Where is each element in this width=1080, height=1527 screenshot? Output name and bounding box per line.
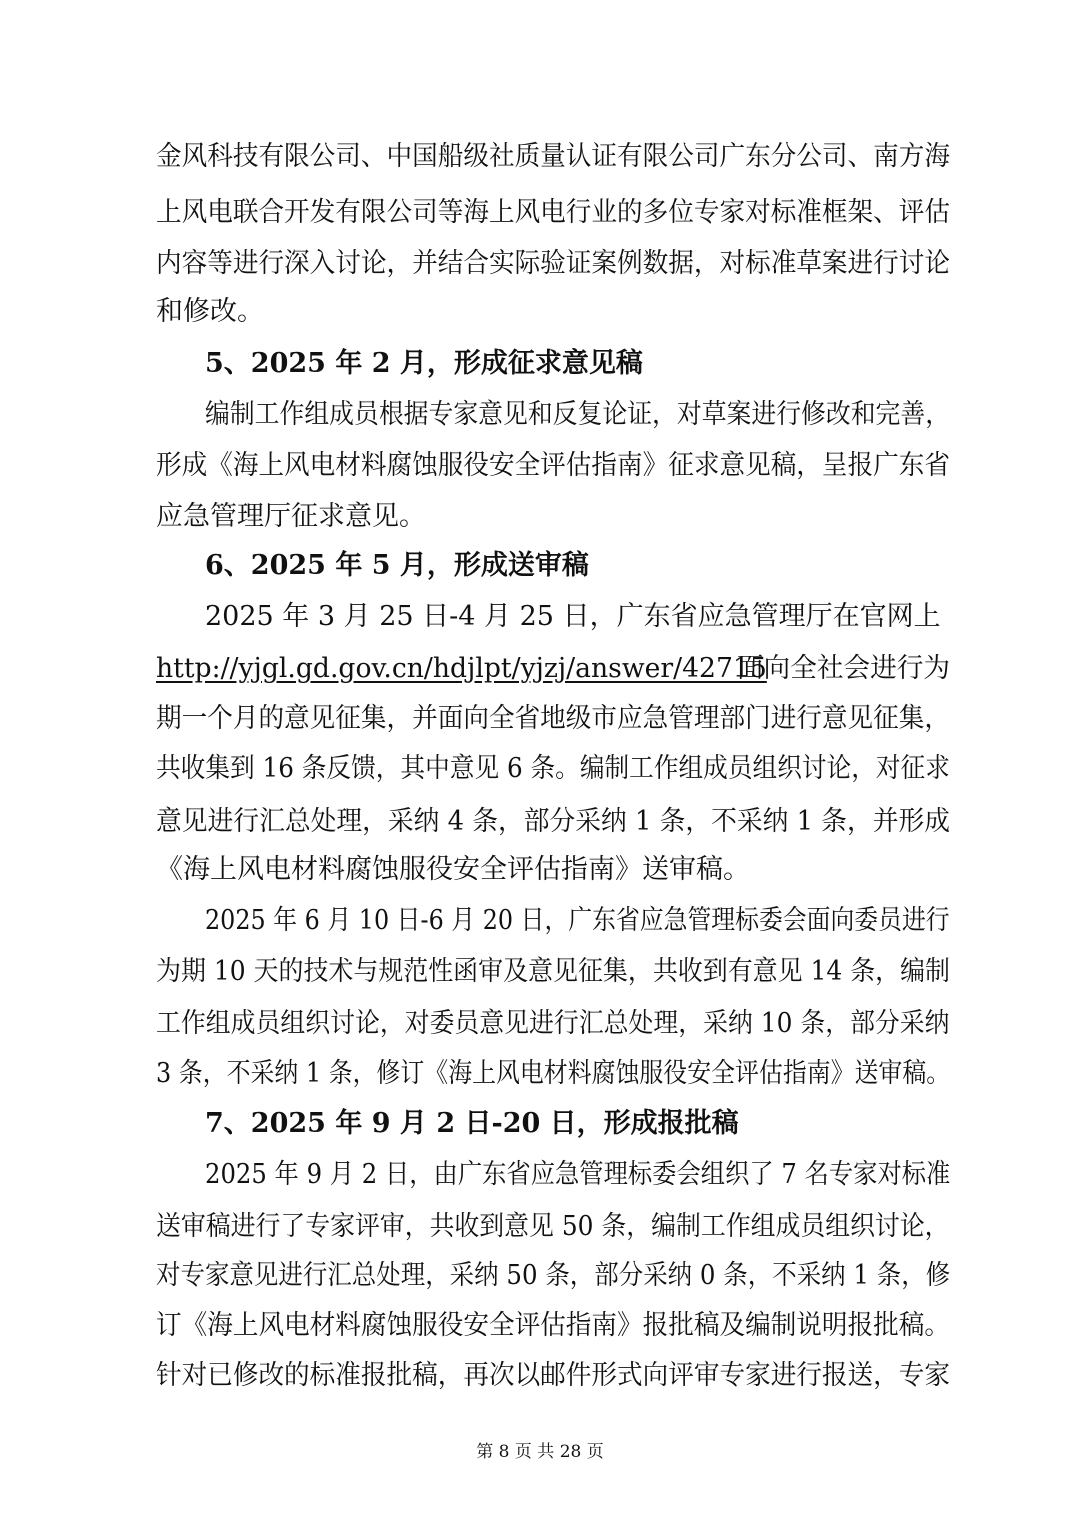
- body-line: [8, 442, 1032, 490]
- section-heading-text: 5、2025 年 2 月，形成征求意见稿: [205, 348, 643, 379]
- body-text: 和修改。: [156, 296, 264, 327]
- body-line: [13, 745, 1000, 793]
- body-line: [24, 897, 977, 945]
- body-text: 共收集到 16 条反馈，其中意见 6 条。编制工作组成员组织讨论，对征求: [156, 753, 950, 784]
- body-line: [8, 133, 1032, 181]
- body-line: [16, 391, 1009, 439]
- body-line: [8, 240, 1032, 288]
- body-text: 针对已修改的标准报批稿，再次以邮件形式向评审专家进行报送，专家: [156, 1360, 950, 1391]
- body-line: [8, 695, 1032, 743]
- body-text: 2025 年 6 月 10 日-6 月 20 日，广东省应急管理标委会面向委员进行: [205, 905, 950, 936]
- body-text: 内容等进行深入讨论，并结合实际验证案例数据，对标准草案进行讨论: [156, 248, 950, 279]
- body-line: [0, 288, 1080, 336]
- body-line: [0, 846, 1080, 894]
- section-heading-5: [0, 340, 1080, 388]
- body-text: 2025 年 3 月 25 日-4 月 25 日，广东省应急管理厅在官网上: [205, 601, 941, 632]
- body-line: [0, 593, 1080, 641]
- page-number-footer: 第 8 页 共 28 页: [476, 1442, 604, 1462]
- body-text: 意见进行汇总处理，采纳 4 条，部分采纳 1 条，不采纳 1 条，并形成: [156, 806, 951, 837]
- section-heading-6: [0, 542, 1080, 590]
- body-line: [2, 645, 1067, 693]
- body-line: [21, 1151, 993, 1199]
- body-text: 工作组成员组织讨论，对委员意见进行汇总处理，采纳 10 条，部分采纳: [156, 1008, 950, 1039]
- body-line: [18, 1050, 974, 1098]
- body-text: 为期 10 天的技术与规范性函审及意见征集，共收到有意见 14 条，编制: [156, 956, 951, 987]
- body-text: 对专家意见进行汇总处理，采纳 50 条，部分采纳 0 条，不采纳 1 条，修: [156, 1260, 951, 1291]
- body-line: [8, 1352, 1032, 1400]
- body-line: [8, 1302, 1032, 1350]
- body-line: [0, 493, 1080, 541]
- body-line: [8, 189, 1032, 237]
- body-text: 送审稿进行了专家评审，共收到意见 50 条，编制工作组成员组织讨论，: [156, 1211, 950, 1242]
- body-line: [12, 1000, 1007, 1048]
- consultation-url-link[interactable]: http://yjgl.gd.gov.cn/hdjlpt/yjzj/answer/42715: [156, 653, 767, 684]
- body-line: [15, 1252, 994, 1300]
- body-line: [7, 798, 1038, 846]
- body-text: 应急管理厅征求意见。: [156, 501, 426, 532]
- body-text: 编制工作组成员根据专家意见和反复论证，对草案进行修改和完善，: [205, 399, 951, 430]
- body-text: 3 条，不采纳 1 条，修订《海上风电材料腐蚀服役安全评估指南》送审稿。: [156, 1058, 951, 1089]
- body-text: 《海上风电材料腐蚀服役安全评估指南》送审稿。: [156, 854, 750, 885]
- section-heading-7: [0, 1100, 1080, 1148]
- body-text: 期一个月的意见征集，并面向全省地级市应急管理部门进行意见征集，: [156, 703, 950, 734]
- section-heading-text: 7、2025 年 9 月 2 日-20 日，形成报批稿: [205, 1108, 739, 1139]
- body-line: [12, 1203, 1007, 1251]
- section-heading-text: 6、2025 年 5 月，形成送审稿: [205, 550, 589, 581]
- body-text: 形成《海上风电材料腐蚀服役安全评估指南》征求意见稿，呈报广东省: [156, 450, 950, 481]
- body-line: [12, 948, 1010, 996]
- body-text: 上风电联合开发有限公司等海上风电行业的多位专家对标准框架、评估: [156, 197, 950, 228]
- body-text: 金风科技有限公司、中国船级社质量认证有限公司广东分公司、南方海: [156, 141, 950, 172]
- body-text: 订《海上风电材料腐蚀服役安全评估指南》报批稿及编制说明报批稿。: [156, 1310, 950, 1341]
- body-text: 2025 年 9 月 2 日，由广东省应急管理标委会组织了 7 名专家对标准: [205, 1159, 951, 1190]
- body-text: 面向全社会进行为: [736, 653, 950, 684]
